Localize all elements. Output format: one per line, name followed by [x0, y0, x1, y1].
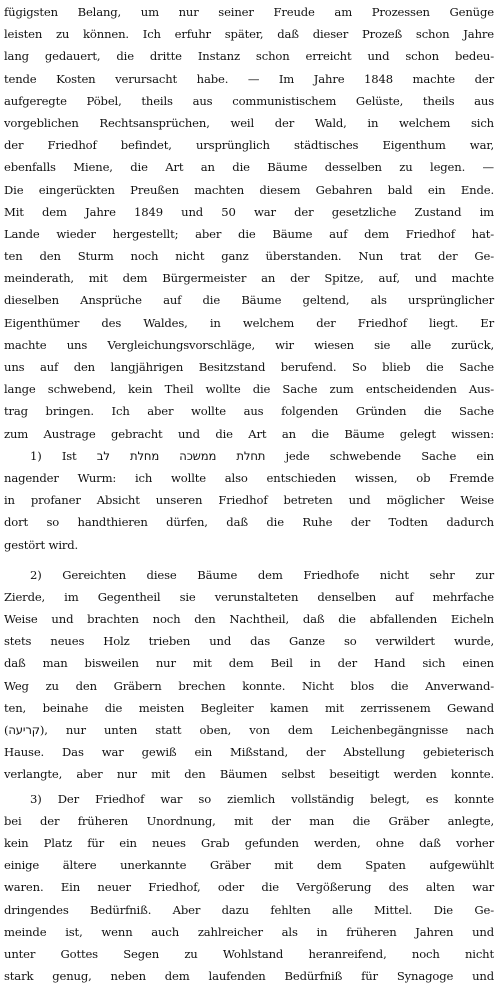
- text-line: nagender Wurm: ich wollte also entschieden wissen, ob Fremde: [4, 470, 494, 485]
- hebrew-quote: תחלת ממשכה מחלת לב: [96, 448, 266, 463]
- text-line: ten den Sturm noch nicht ganz überstanden. Nun trat der Ge-: [4, 249, 494, 264]
- text-line: 3) Der Friedhof war so ziemlich vollständig belegt, es konnte: [30, 791, 494, 806]
- text-line: Lande wieder hergestellt; aber die Bäume auf dem Friedhof hat-: [4, 226, 494, 241]
- text-line: stets neues Holz trieben und das Ganze so verwildert wurde,: [4, 634, 494, 649]
- text-line: aufgeregte Pöbel, theils aus communistischem Gelüste, theils aus: [4, 93, 494, 108]
- text-line: machte uns Vergleichungsvorschläge, wir wiesen sie alle zurück,: [4, 337, 494, 352]
- text-line: lang gedauert, die dritte Instanz schon erreicht und schon bedeu-: [4, 49, 494, 64]
- paragraph-4: [4, 788, 494, 987]
- text-line: leisten zu können. Ich erfuhr später, daß dieser Prozeß schon Jahre: [4, 27, 494, 42]
- text-line: meinderath, mit dem Bürgermeister an der Spitze, auf, und machte: [4, 271, 494, 286]
- text-segment: jede schwebende Sache ein: [265, 448, 494, 463]
- text-line: der Friedhof befindet, ursprünglich städtisches Eigenthum war,: [4, 138, 494, 153]
- document-page: [4, 1, 494, 987]
- text-line: unter Gottes Segen zu Wohlstand heranreifend, noch nicht: [4, 946, 494, 961]
- text-line: gestört wird.: [4, 537, 79, 552]
- text-line: einige ältere unerkannte Gräber mit dem Spaten aufgewühlt: [4, 858, 494, 873]
- text-line: bei der früheren Unordnung, mit der man die Gräber anlegte,: [4, 813, 494, 828]
- text-line: Zierde, im Gegentheil sie verunstalteten denselben auf mehrfache: [4, 589, 494, 604]
- hebrew-word: קריעה: [8, 723, 40, 737]
- text-line: dringendes Bedürfniß. Aber dazu fehlten alle Mittel. Die Ge-: [4, 902, 494, 917]
- text-line: Weise und brachten noch den Nachtheil, daß die abfallenden Eicheln: [4, 612, 494, 627]
- text-line: Hause. Das war gewiß ein Mißstand, der Abstellung gebieterisch: [4, 745, 494, 760]
- text-line: [4, 719, 494, 741]
- text-line: Mit dem Jahre 1849 und 50 war der gesetzliche Zustand im: [4, 204, 494, 219]
- text-line: stark genug, neben dem laufenden Bedürfniß für Synagoge und: [4, 969, 494, 984]
- text-line: fügigsten Belang, um nur seiner Freude am Prozessen Genüge: [4, 5, 494, 19]
- text-line: Eigenthümer des Waldes, in welchem der Friedhof liegt. Er: [4, 315, 494, 330]
- text-line: verlangte, aber nur mit den Bäumen selbst beseitigt werden konnte.: [4, 767, 494, 782]
- paragraph-2: [4, 445, 494, 556]
- text-line: ten, beinahe die meisten Begleiter kamen mit zerrissenem Gewand: [4, 700, 494, 715]
- text-line: lange schwebend, kein Theil wollte die Sache zum entscheidenden Aus-: [4, 382, 494, 397]
- text-line: kein Platz für ein neues Grab gefunden werden, ohne daß vorher: [4, 835, 494, 850]
- text-line: meinde ist, wenn auch zahlreicher als in früheren Jahren und: [4, 924, 494, 939]
- paragraph-gap: [4, 556, 494, 564]
- text-line: tende Kosten verursacht habe. — Im Jahre 1848 machte der: [4, 71, 494, 86]
- text-segment: 1) Ist: [30, 448, 97, 463]
- text-line: 2) Gereichten diese Bäume dem Friedhofe nicht sehr zur: [30, 567, 494, 582]
- text-segment: (: [4, 723, 9, 737]
- text-line: dieselben Ansprüche auf die Bäume geltend, als ursprünglicher: [4, 293, 494, 308]
- text-line: ebenfalls Miene, die Art an die Bäume desselben zu legen. —: [4, 160, 494, 175]
- paragraph-1: [4, 1, 494, 445]
- text-line: dort so handthieren dürfen, daß die Ruhe der Todten dadurch: [4, 515, 494, 530]
- text-line: waren. Ein neuer Friedhof, oder die Vergößerung des alten war: [4, 880, 494, 895]
- text-line: trag bringen. Ich aber wollte aus folgenden Gründen die Sache: [4, 404, 494, 419]
- text-line: uns auf den langjährigen Besitzstand berufend. So blieb die Sache: [4, 360, 494, 374]
- text-line: zum Austrage gebracht und die Art an die Bäume gelegt wissen:: [4, 426, 494, 441]
- text-line: Weg zu den Gräbern brechen konnte. Nicht blos die Anverwand-: [4, 678, 494, 693]
- text-line: [4, 445, 494, 467]
- text-line: in profaner Absicht unseren Friedhof betreten und möglicher Weise: [4, 493, 494, 508]
- text-segment: ), nur unten statt oben, von dem Leichenbegängnisse nach: [39, 723, 494, 737]
- text-line: vorgeblichen Rechtsansprüchen, weil der Wald, in welchem sich: [4, 115, 494, 130]
- text-line: daß man bisweilen nur mit dem Beil in der Hand sich einen: [4, 656, 494, 671]
- text-line: Die eingerückten Preußen machten diesem Gebahren bald ein Ende.: [4, 182, 494, 197]
- paragraph-3: [4, 564, 494, 786]
